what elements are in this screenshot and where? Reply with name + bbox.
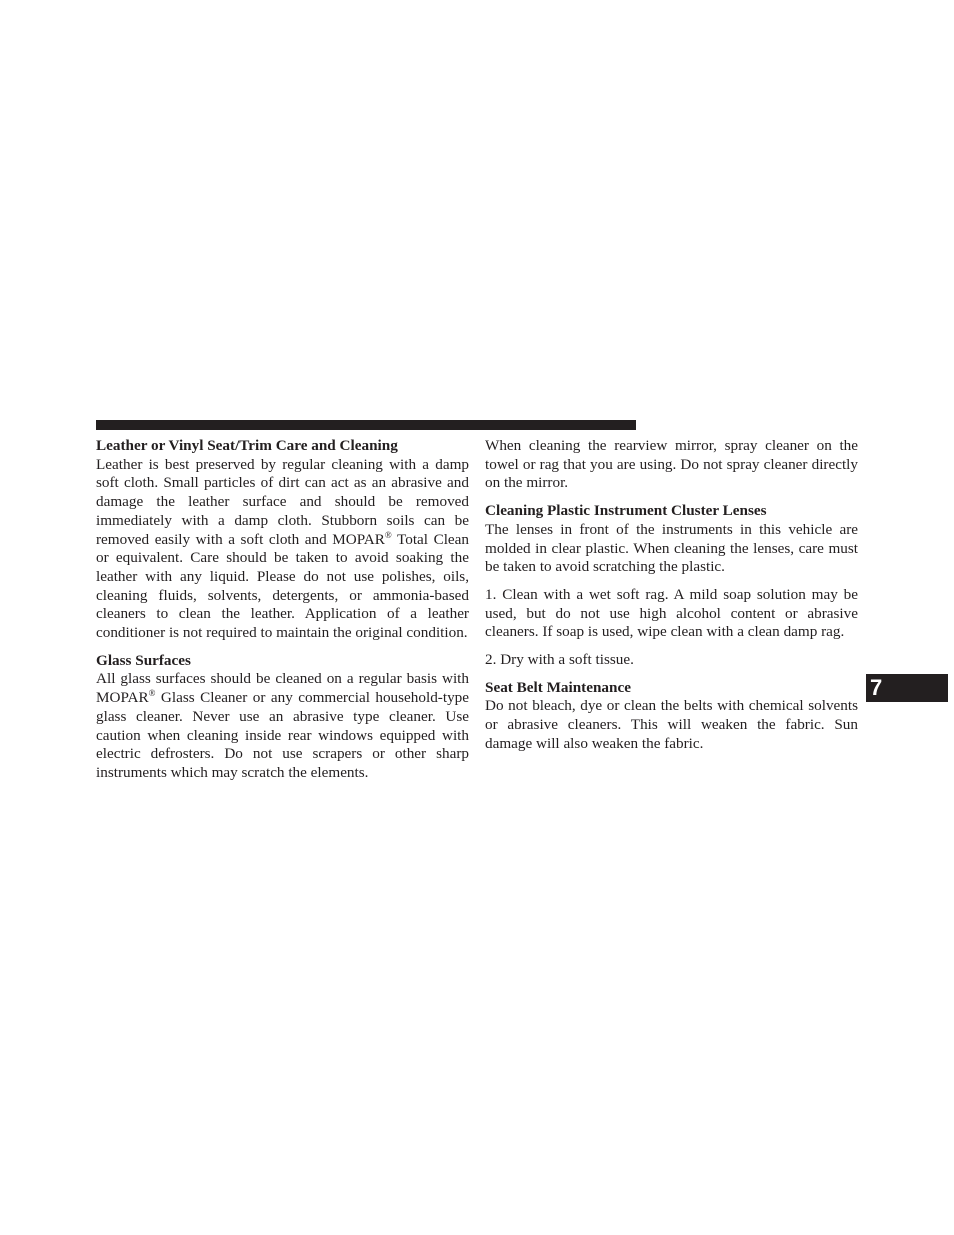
left-column bbox=[96, 437, 469, 783]
glass-heading: Glass Surfaces bbox=[96, 651, 191, 669]
chapter-tab: 7 bbox=[866, 674, 948, 702]
seatbelt-body: Do not bleach, dye or clean the belts with chemical solvents or abrasive cleaners. This will weaken the fabric. Sun damage will also weaken the fabric. bbox=[485, 697, 858, 752]
leather-body-part-a: Leather is best preserved by regular cleaning with a damp soft cloth. Small particles of dirt can act as an abrasive and damage the leather surface and should be removed immediately with a damp cloth. Stubborn soils can be removed easily with a soft cloth and MOPAR bbox=[96, 455, 469, 548]
glass-body bbox=[96, 670, 469, 782]
lenses-heading: Cleaning Plastic Instrument Cluster Lenses bbox=[485, 502, 767, 520]
lenses-body: The lenses in front of the instruments in this vehicle are molded in clear plastic. When cleaning the lenses, care must be taken to avoid scratching the plastic. bbox=[485, 520, 858, 576]
glass-body-part-a: All glass surfaces should be cleaned on a regular basis with MOPAR bbox=[96, 670, 469, 707]
lenses-step-1: 1. Clean with a wet soft rag. A mild soap solution may be used, but do not use high alcohol content or abrasive cleaners. If soap is used, wipe clean with a clean damp rag. bbox=[485, 585, 858, 641]
leather-heading: Leather or Vinyl Seat/Trim Care and Cleaning bbox=[96, 437, 398, 454]
leather-body-part-b: Total Clean or equivalent. Care should be taken to avoid soaking the leather with any liquid. Please do not use polishes, oils, cleaning fluids, solvents, detergents, or ammonia-based cleaners to clean the leather. Application of a leather conditioner is not required to maintain the original condition. bbox=[96, 530, 470, 642]
mirror-paragraph: When cleaning the rearview mirror, spray cleaner on the towel or rag that you are using. Do not spray cleaner directly on the mirror. bbox=[485, 437, 858, 492]
glass-body-part-b: Glass Cleaner or any commercial household-type glass cleaner. Never use an abrasive type cleaner. Use caution when cleaning inside rear windows equipped with electric defrosters. Do not use scrapers or other sharp instruments which may scratch the elements. bbox=[96, 689, 469, 781]
section-divider-bar bbox=[96, 420, 636, 430]
leather-body bbox=[96, 456, 469, 643]
seatbelt-heading: Seat Belt Maintenance bbox=[485, 678, 631, 696]
lenses-step-2: 2. Dry with a soft tissue. bbox=[485, 651, 634, 669]
registered-mark: ® bbox=[384, 529, 392, 540]
registered-mark: ® bbox=[148, 688, 156, 699]
right-column bbox=[485, 437, 858, 754]
